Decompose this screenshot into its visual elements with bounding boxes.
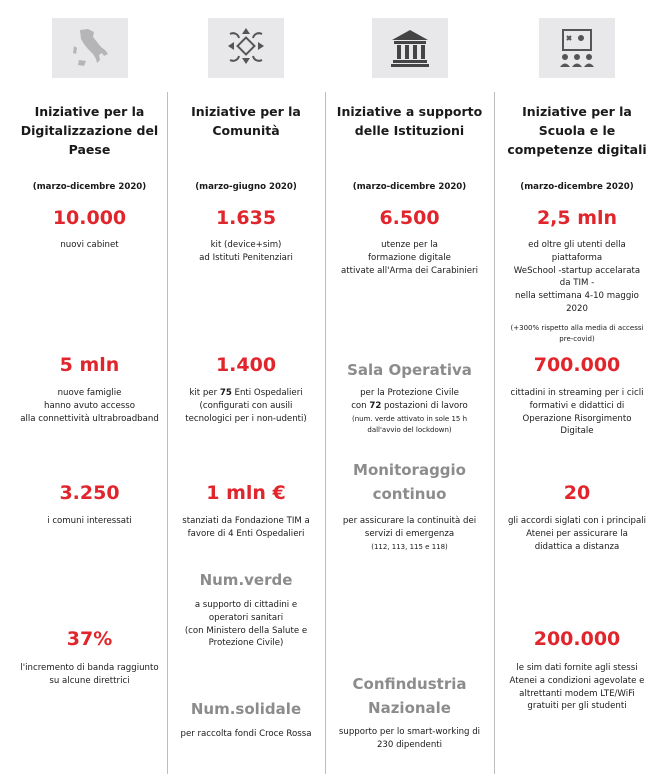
info-description: per la Protezione Civile con 72 postazioni di lavoro — [351, 388, 468, 411]
stat-value: 200.000 — [533, 628, 621, 650]
column-comunita — [167, 0, 325, 774]
column-istituzioni — [325, 0, 494, 774]
stat-description: nuovi cabinet — [60, 240, 119, 250]
info-heading: Monitoraggio continuo — [353, 461, 466, 503]
stat-description: le sim dati fornite agli stessi Atenei a condizioni agevolate e altrettanti modem LTE/WiFi gratuiti per gli studenti — [509, 663, 645, 712]
info-heading: Sala Operativa — [347, 361, 472, 379]
stat-value: 1 mln € — [206, 482, 286, 504]
column-digitalizzazione — [12, 0, 167, 774]
info-description: per raccolta fondi Croce Rossa — [180, 729, 312, 739]
stat-description: ed oltre gli utenti della piattaforma WeSchool -startup accelarata da TIM - nella settimana 4-10 maggio 2020 — [513, 240, 641, 314]
info-heading: Num.verde — [199, 571, 293, 589]
info-heading: Num.solidale — [190, 700, 302, 718]
stat-value: 6.500 — [379, 207, 440, 229]
stat-note: (+300% rispetto alla media di accessi pre-covid) — [510, 324, 644, 343]
stat-description: kit per 75 Enti Ospedalieri (configurati con ausili tecnologici per i non-udenti) — [185, 388, 307, 424]
column-title: Iniziative per la Digitalizzazione del Paese — [20, 104, 159, 157]
stat-value: 20 — [563, 482, 591, 504]
info-note: (num. verde attivato in sole 15 h dall'avvio del lockdown) — [351, 415, 468, 434]
stat-description: l'incremento di banda raggiunto su alcune direttrici — [20, 663, 159, 686]
stat-description: kit (device+sim) ad Istituti Penitenziari — [199, 240, 293, 263]
stat-description: nuove famiglie hanno avuto accesso alla connettività ultrabroadband — [20, 388, 159, 424]
info-note: (112, 113, 115 e 118) — [371, 543, 448, 551]
period-label: (marzo-giugno 2020) — [195, 182, 297, 192]
community-hands-icon — [208, 18, 284, 78]
stat-description: utenze per la formazione digitale attivate all'Arma dei Carabinieri — [341, 240, 478, 276]
period-label: (marzo-dicembre 2020) — [352, 182, 467, 192]
stat-description: cittadini in streaming per i cicli formativi e didattici di Operazione Risorgimento Digitale — [510, 388, 644, 437]
info-description: a supporto di cittadini e operatori sanitari (con Ministero della Salute e Protezione Civile) — [184, 600, 308, 649]
column-title: Iniziative a supporto delle Istituzioni — [336, 104, 483, 138]
info-heading: Confindustria Nazionale — [352, 675, 467, 717]
column-title: Iniziative per la Comunità — [191, 104, 301, 138]
stat-description: stanziati da Fondazione TIM a favore di 4 Enti Ospedalieri — [182, 516, 310, 539]
period-label: (marzo-dicembre 2020) — [32, 182, 147, 192]
info-description: supporto per lo smart-working di 230 dipendenti — [338, 727, 481, 750]
column-title: Iniziative per la Scuola e le competenze digitali — [507, 104, 647, 157]
institution-building-icon — [372, 18, 448, 78]
italy-map-icon — [52, 18, 128, 78]
period-label: (marzo-dicembre 2020) — [520, 182, 634, 192]
stat-value: 1.635 — [215, 207, 277, 229]
stat-value: 700.000 — [533, 354, 621, 376]
info-description: per assicurare la continuità dei servizi di emergenza — [342, 516, 477, 539]
stat-value: 1.400 — [215, 354, 277, 376]
digital-classroom-icon — [539, 18, 615, 78]
stat-description: gli accordi siglati con i principali Atenei per assicurare la didattica a distanza — [507, 516, 647, 552]
stat-description: i comuni interessati — [47, 516, 132, 526]
stat-value: 2,5 mln — [536, 207, 618, 229]
stat-value: 3.250 — [59, 482, 120, 504]
stat-value: 37% — [66, 628, 113, 650]
column-scuola — [494, 0, 660, 774]
stat-value: 10.000 — [52, 207, 127, 229]
stat-value: 5 mln — [59, 354, 120, 376]
